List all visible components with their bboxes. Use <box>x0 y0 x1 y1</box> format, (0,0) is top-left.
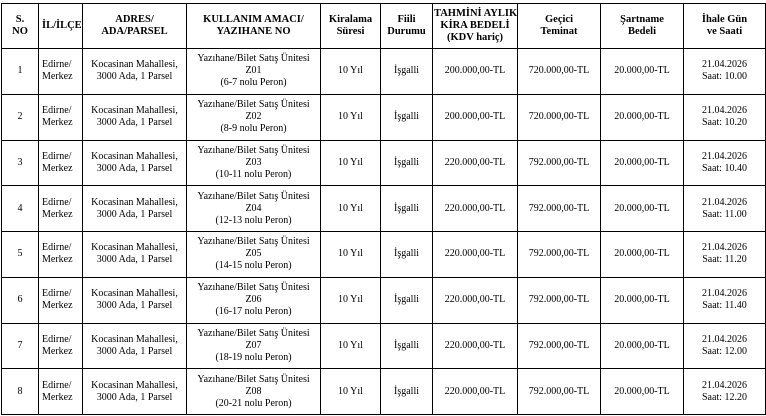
cell-kira: 220.000,00-TL <box>433 186 518 232</box>
table-row <box>2 186 766 232</box>
header-ihale: İhale Gün ve Saati <box>684 4 766 49</box>
cell-kira: 220.000,00-TL <box>433 369 518 415</box>
cell-il: Edirne/ Merkez <box>39 140 83 186</box>
header-sartname: Şartname Bedeli <box>601 4 684 49</box>
table-row <box>2 94 766 140</box>
cell-sartname: 20.000,00-TL <box>601 232 684 278</box>
cell-amac: Yazıhane/Bilet Satış Ünitesi Z03 (10-11 nolu Peron) <box>187 140 321 186</box>
cell-no: 4 <box>2 186 39 232</box>
header-sno: S. NO <box>2 4 39 49</box>
cell-sure: 10 Yıl <box>321 323 381 369</box>
table-row <box>2 140 766 186</box>
cell-sure: 10 Yıl <box>321 232 381 278</box>
cell-amac: Yazıhane/Bilet Satış Ünitesi Z01 (6-7 nolu Peron) <box>187 49 321 95</box>
cell-sure: 10 Yıl <box>321 277 381 323</box>
cell-sure: 10 Yıl <box>321 186 381 232</box>
cell-ihale: 21.04.2026 Saat: 12.00 <box>684 323 766 369</box>
cell-amac: Yazıhane/Bilet Satış Ünitesi Z08 (20-21 nolu Peron) <box>187 369 321 415</box>
cell-no: 2 <box>2 94 39 140</box>
cell-ihale: 21.04.2026 Saat: 12.20 <box>684 369 766 415</box>
cell-durum: İşgalli <box>381 323 433 369</box>
header-adres: ADRES/ ADA/PARSEL <box>83 4 187 49</box>
cell-durum: İşgalli <box>381 186 433 232</box>
cell-teminat: 792.000,00-TL <box>518 140 601 186</box>
cell-ihale: 21.04.2026 Saat: 11.20 <box>684 232 766 278</box>
table-row <box>2 277 766 323</box>
cell-sartname: 20.000,00-TL <box>601 186 684 232</box>
cell-teminat: 792.000,00-TL <box>518 277 601 323</box>
cell-sartname: 20.000,00-TL <box>601 94 684 140</box>
header-kira: TAHMİNİ AYLIK KİRA BEDELİ (KDV hariç) <box>433 4 518 49</box>
cell-sartname: 20.000,00-TL <box>601 369 684 415</box>
header-row <box>2 4 766 49</box>
cell-no: 8 <box>2 369 39 415</box>
cell-adres: Kocasinan Mahallesi, 3000 Ada, 1 Parsel <box>83 49 187 95</box>
cell-sartname: 20.000,00-TL <box>601 140 684 186</box>
cell-kira: 220.000,00-TL <box>433 277 518 323</box>
cell-amac: Yazıhane/Bilet Satış Ünitesi Z02 (8-9 nolu Peron) <box>187 94 321 140</box>
cell-il: Edirne/ Merkez <box>39 277 83 323</box>
tender-table <box>1 3 766 415</box>
header-durum: Fiili Durumu <box>381 4 433 49</box>
cell-durum: İşgalli <box>381 277 433 323</box>
header-sure: Kiralama Süresi <box>321 4 381 49</box>
cell-no: 7 <box>2 323 39 369</box>
cell-ihale: 21.04.2026 Saat: 10.20 <box>684 94 766 140</box>
table-row <box>2 369 766 415</box>
cell-no: 3 <box>2 140 39 186</box>
cell-no: 1 <box>2 49 39 95</box>
cell-durum: İşgalli <box>381 49 433 95</box>
cell-adres: Kocasinan Mahallesi, 3000 Ada, 1 Parsel <box>83 232 187 278</box>
cell-amac: Yazıhane/Bilet Satış Ünitesi Z07 (18-19 nolu Peron) <box>187 323 321 369</box>
table-body <box>2 49 766 415</box>
cell-no: 5 <box>2 232 39 278</box>
cell-ihale: 21.04.2026 Saat: 10.00 <box>684 49 766 95</box>
cell-amac: Yazıhane/Bilet Satış Ünitesi Z06 (16-17 nolu Peron) <box>187 277 321 323</box>
cell-durum: İşgalli <box>381 140 433 186</box>
cell-ihale: 21.04.2026 Saat: 10.40 <box>684 140 766 186</box>
cell-sartname: 20.000,00-TL <box>601 323 684 369</box>
cell-kira: 200.000,00-TL <box>433 49 518 95</box>
cell-il: Edirne/ Merkez <box>39 94 83 140</box>
cell-sartname: 20.000,00-TL <box>601 277 684 323</box>
cell-il: Edirne/ Merkez <box>39 369 83 415</box>
cell-sure: 10 Yıl <box>321 49 381 95</box>
cell-adres: Kocasinan Mahallesi, 3000 Ada, 1 Parsel <box>83 369 187 415</box>
cell-il: Edirne/ Merkez <box>39 49 83 95</box>
cell-il: Edirne/ Merkez <box>39 186 83 232</box>
table-row <box>2 49 766 95</box>
cell-amac: Yazıhane/Bilet Satış Ünitesi Z05 (14-15 nolu Peron) <box>187 232 321 278</box>
cell-teminat: 792.000,00-TL <box>518 369 601 415</box>
cell-il: Edirne/ Merkez <box>39 323 83 369</box>
table-row <box>2 323 766 369</box>
cell-sure: 10 Yıl <box>321 140 381 186</box>
table-row <box>2 232 766 278</box>
cell-durum: İşgalli <box>381 232 433 278</box>
cell-kira: 200.000,00-TL <box>433 94 518 140</box>
cell-ihale: 21.04.2026 Saat: 11.40 <box>684 277 766 323</box>
cell-ihale: 21.04.2026 Saat: 11.00 <box>684 186 766 232</box>
cell-no: 6 <box>2 277 39 323</box>
cell-kira: 220.000,00-TL <box>433 232 518 278</box>
cell-adres: Kocasinan Mahallesi, 3000 Ada, 1 Parsel <box>83 323 187 369</box>
cell-amac: Yazıhane/Bilet Satış Ünitesi Z04 (12-13 nolu Peron) <box>187 186 321 232</box>
cell-sure: 10 Yıl <box>321 369 381 415</box>
cell-adres: Kocasinan Mahallesi, 3000 Ada, 1 Parsel <box>83 186 187 232</box>
cell-teminat: 792.000,00-TL <box>518 186 601 232</box>
cell-sure: 10 Yıl <box>321 94 381 140</box>
header-teminat: Geçici Teminat <box>518 4 601 49</box>
cell-sartname: 20.000,00-TL <box>601 49 684 95</box>
cell-kira: 220.000,00-TL <box>433 140 518 186</box>
cell-adres: Kocasinan Mahallesi, 3000 Ada, 1 Parsel <box>83 140 187 186</box>
header-amac: KULLANIM AMACI/ YAZIHANE NO <box>187 4 321 49</box>
header-il: İL/İLÇE <box>39 4 83 49</box>
cell-teminat: 720.000,00-TL <box>518 94 601 140</box>
cell-kira: 220.000,00-TL <box>433 323 518 369</box>
cell-durum: İşgalli <box>381 369 433 415</box>
cell-il: Edirne/ Merkez <box>39 232 83 278</box>
cell-teminat: 720.000,00-TL <box>518 49 601 95</box>
cell-durum: İşgalli <box>381 94 433 140</box>
cell-adres: Kocasinan Mahallesi, 3000 Ada, 1 Parsel <box>83 277 187 323</box>
cell-teminat: 792.000,00-TL <box>518 323 601 369</box>
cell-adres: Kocasinan Mahallesi, 3000 Ada, 1 Parsel <box>83 94 187 140</box>
cell-teminat: 792.000,00-TL <box>518 232 601 278</box>
